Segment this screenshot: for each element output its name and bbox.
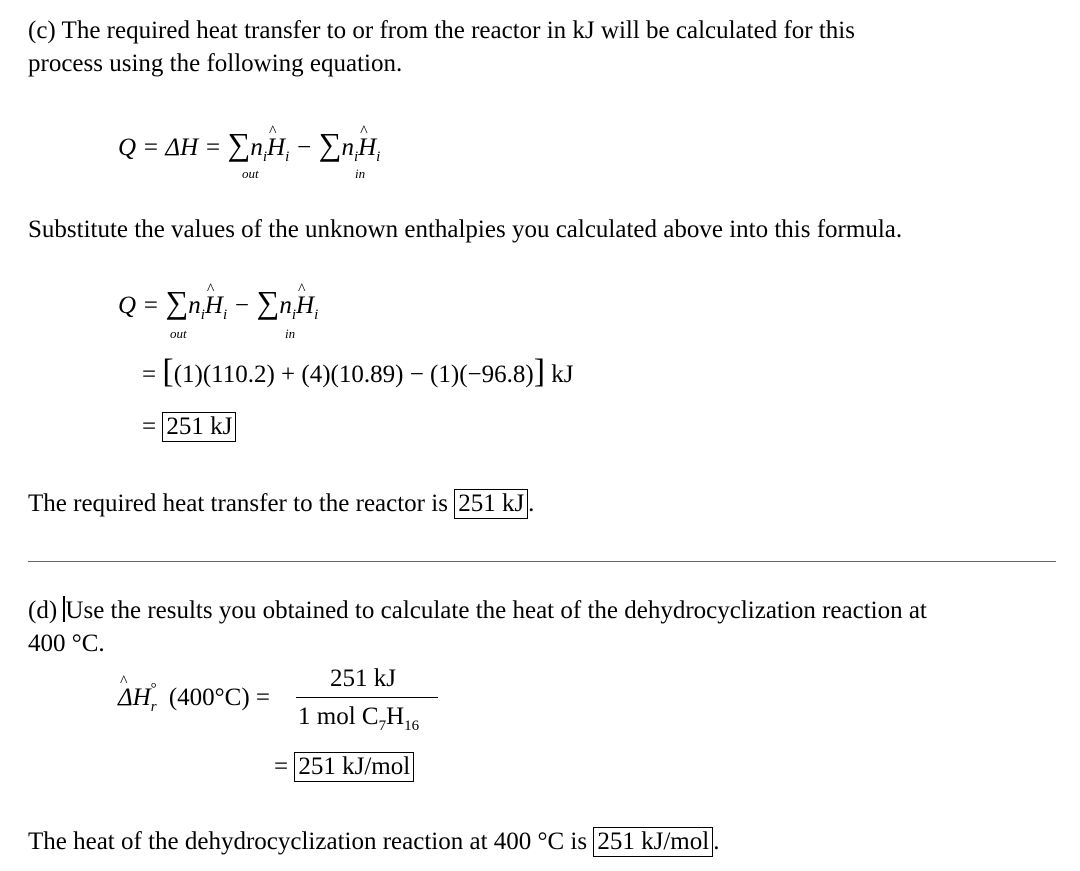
sum-limit-out-2: out (170, 326, 187, 341)
i-subscript: i (200, 307, 205, 323)
fraction-denominator (298, 701, 419, 736)
equals-sign: = (142, 361, 163, 388)
substitute-instruction: Substitute the values of the unknown enthalpies you calculated above into this formula. (28, 216, 903, 243)
boxed-result-251kj-mol: 251 kJ/mol (294, 752, 414, 782)
equation-d-result (274, 751, 414, 783)
r-subscript: r (150, 699, 157, 715)
i-subscript: i (353, 149, 359, 165)
equation-1 (118, 128, 380, 167)
period: . (713, 828, 720, 855)
section-c-intro-line1: (c) The required heat transfer to or from the reactor in kJ will be calculated for this (28, 17, 855, 44)
delta-h-hat: ^ ΔH (118, 682, 151, 714)
section-divider (28, 561, 1056, 562)
period: . (528, 490, 535, 517)
boxed-conclusion-value: 251 kJ/mol (593, 827, 713, 857)
conclusion-text: The required heat transfer to the reactor is (28, 490, 455, 517)
section-d-intro-line2: 400 °C. (28, 630, 105, 657)
h-hat-symbol: ^ H (296, 290, 314, 322)
section-c-intro-line2: process using the following equation. (28, 50, 403, 77)
carbon-subscript: 7 (378, 718, 387, 734)
equation-1-lhs: Q = ΔH = (118, 134, 228, 161)
equation-2-line1 (118, 286, 318, 325)
equals-sign: = (274, 753, 295, 780)
sum-symbol-in: ∑ (318, 126, 342, 162)
h-hat-symbol: ^ H (205, 290, 223, 322)
unit-kj: kJ (551, 361, 574, 388)
section-d-intro-line1 (28, 595, 927, 627)
h-hat-symbol: ^ H (267, 132, 285, 164)
right-bracket: ] (533, 353, 546, 390)
equation-d-lhs (118, 682, 270, 717)
equation-2-line2 (142, 353, 574, 391)
n-symbol: n (279, 292, 292, 319)
minus-sign: − (227, 292, 257, 319)
sum-limit-in-2: in (285, 326, 296, 341)
n-symbol: n (341, 134, 354, 161)
boxed-result-251kj: 251 kJ (162, 412, 236, 442)
sum-limit-out: out (242, 166, 259, 181)
sum-symbol-in: ∑ (256, 284, 280, 320)
conclusion-text: The heat of the dehydrocyclization reaction at 400 °C is (28, 828, 594, 855)
i-subscript: i (262, 149, 268, 165)
boxed-conclusion-value: 251 kJ (454, 489, 528, 519)
sum-symbol-out: ∑ (227, 126, 251, 162)
equals-sign: = (142, 413, 163, 440)
equation-2-lhs: Q = (118, 292, 166, 319)
minus-sign: − (289, 134, 319, 161)
i-subscript: i (291, 307, 297, 323)
sum-limit-in: in (355, 166, 366, 181)
equation-2-line3 (142, 411, 236, 443)
section-d-label: (d) (28, 597, 64, 624)
sum-symbol-out: ∑ (165, 284, 189, 320)
h-hat-symbol: ^ H (358, 132, 376, 164)
section-d-intro-text: Use the results you obtained to calculate the heat of the dehydrocyclization reaction at (65, 597, 927, 624)
i-subscript: i (285, 149, 290, 165)
substituted-expression: (1)(110.2) + (4)(10.89) − (1)(−96.8) (173, 361, 534, 388)
i-subscript: i (314, 307, 319, 323)
fraction-numerator: 251 kJ (330, 665, 396, 692)
section-d-conclusion (28, 826, 719, 858)
i-subscript: i (222, 307, 228, 323)
fraction-bar (296, 697, 438, 698)
hydrogen-subscript: 16 (404, 718, 420, 734)
hydrogen-symbol: H (386, 703, 405, 730)
temperature-argument: (400°C) = (162, 684, 270, 711)
section-c-conclusion (28, 488, 534, 520)
left-bracket: [ (162, 353, 174, 390)
degree-superscript: ° (150, 681, 157, 697)
n-symbol: n (188, 292, 201, 319)
i-subscript: i (376, 149, 381, 165)
n-symbol: n (250, 134, 263, 161)
denominator-text: 1 mol C (298, 703, 379, 730)
